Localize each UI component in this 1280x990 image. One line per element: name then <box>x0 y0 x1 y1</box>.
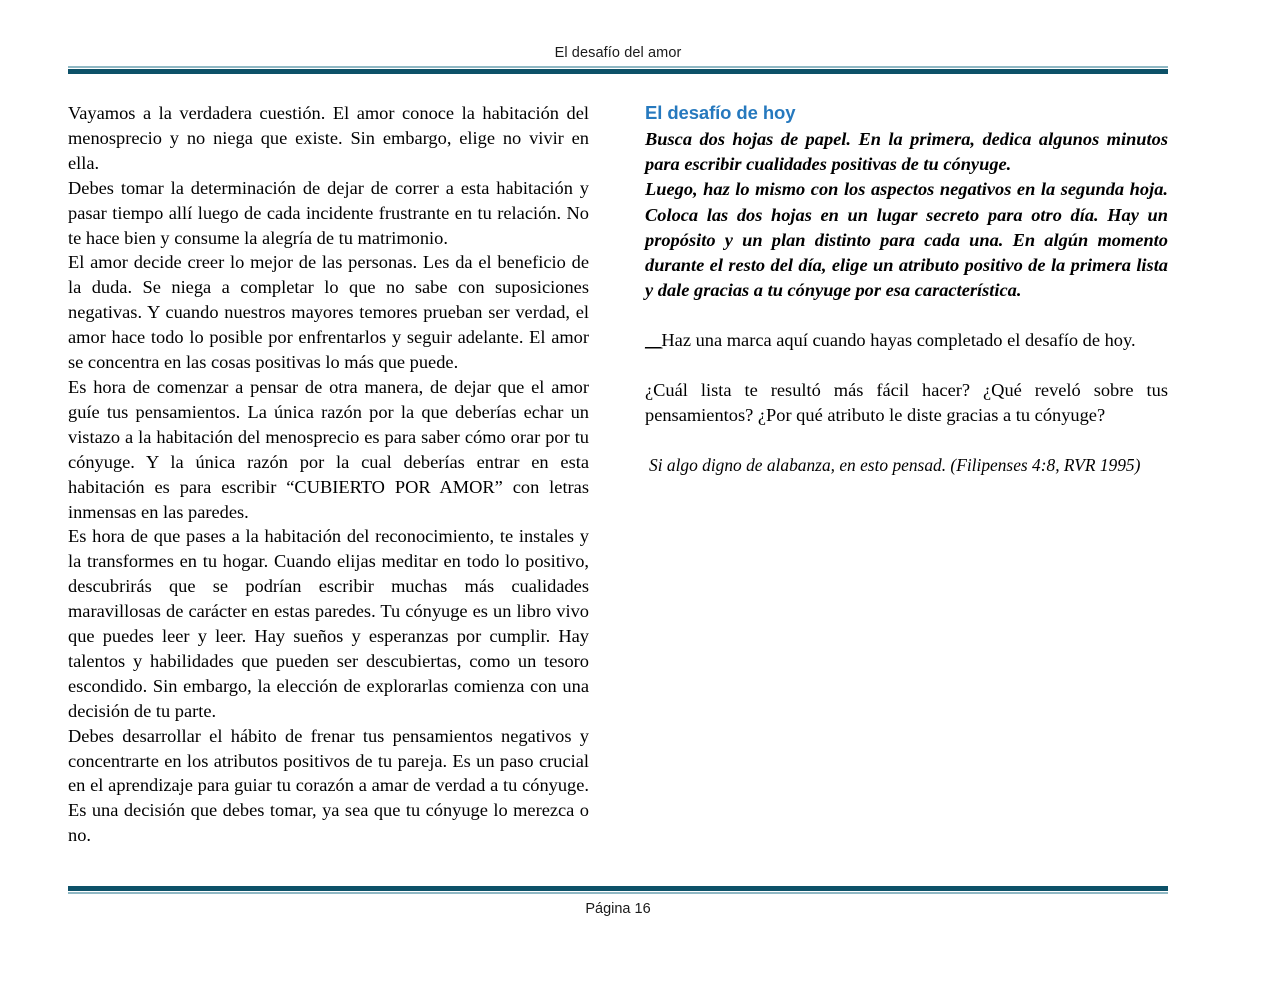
page-header-title: El desafío del amor <box>554 45 682 61</box>
body-paragraph: El amor decide creer lo mejor de las personas. Les da el beneficio de la duda. Se niega a completar lo que no sabe con suposiciones negativas. Y cuando nuestros mayores temores prueban ser verdad, el amor hace todo lo posible por enfrentarlos y seguir adelante. El amor se concentra en las cosas positivas lo más que puede. <box>68 252 589 373</box>
body-paragraph: Debes desarrollar el hábito de frenar tus pensamientos negativos y concentrarte en los atributos positivos de tu pareja. Es un paso crucial en el aprendizaje para guiar tu corazón a amar de verdad a tu cónyuge. Es una decisión que debes tomar, ya sea que tu cónyuge lo merezca o no. <box>68 725 589 846</box>
scripture-quote: Si algo digno de alabanza, en esto pensad. (Filipenses 4:8, RVR 1995) <box>649 455 1141 476</box>
challenge-heading: El desafío de hoy <box>645 102 796 123</box>
checkmark-blank-underline[interactable]: __ <box>645 330 662 351</box>
left-text-column <box>68 101 589 848</box>
body-paragraph: Debes tomar la determinación de dejar de correr a esta habitación y pasar tiempo allí luego de cada incidente frustrante en tu relación. No te hace bien y consume la alegría de tu matrimonio. <box>68 177 589 248</box>
reflection-question: ¿Cuál lista te resultó más fácil hacer? ¿Qué reveló sobre tus pensamientos? ¿Por qué atributo le diste gracias a tu cónyuge? <box>645 380 1168 426</box>
header-rule-thick-line <box>68 69 1168 74</box>
header-divider-rule <box>68 66 1168 75</box>
footer-rule-thin-line <box>68 892 1168 894</box>
footer-divider-rule <box>68 886 1168 895</box>
body-paragraph: Es hora de comenzar a pensar de otra manera, de dejar que el amor guíe tus pensamientos. La única razón por la que deberías echar un vistazo a la habitación del menosprecio es para saber cómo orar por tu cónyuge. Y la única razón por la cual deberías entrar en esta habitación es para escribir “CUBIERTO POR AMOR” con letras inmensas en las paredes. <box>68 376 589 522</box>
page-footer <box>68 900 1168 918</box>
header-rule-thin-line <box>68 66 1168 68</box>
body-paragraph: Vayamos a la verdadera cuestión. El amor conoce la habitación del menosprecio y no niega que existe. Sin embargo, elige no vivir en ella. <box>68 103 589 173</box>
paragraph-spacer <box>645 428 1168 453</box>
footer-rule-thick-line <box>68 886 1168 891</box>
page-header <box>68 44 1168 62</box>
body-paragraph: Es hora de que pases a la habitación del reconocimiento, te instales y la transformes en tu hogar. Cuando elijas meditar en todo lo positivo, descubrirás que se podrían escribir muchas más cualidades maravillosas de carácter en estas paredes. Tu cónyuge es un libro vivo que puedes leer y leer. Hay sueños y esperanzas por cumplir. Hay talentos y habilidades que pueden ser descubiertas, como un tesoro escondido. Sin embargo, la elección de explorarlas comienza con una decisión de tu parte. <box>68 526 589 721</box>
paragraph-spacer <box>645 353 1168 378</box>
challenge-paragraph: Luego, haz lo mismo con los aspectos negativos en la segunda hoja. Coloca las dos hojas en un lugar secreto para otro día. Hay un propósito y un plan distinto para cada una. En algún momento durante el resto del día, elige un atributo positivo de la primera lista y dale gracias a tu cónyuge por esa característica. <box>645 179 1168 301</box>
checkmark-instruction-text: Haz una marca aquí cuando hayas completado el desafío de hoy. <box>661 330 1136 351</box>
page-number: Página 16 <box>585 901 651 917</box>
right-text-column <box>645 101 1168 477</box>
completion-checkmark-line <box>645 328 1168 353</box>
paragraph-spacer <box>645 303 1168 328</box>
challenge-paragraph: Busca dos hojas de papel. En la primera, dedica algunos minutos para escribir cualidades positivas de tu cónyuge. <box>645 129 1168 175</box>
